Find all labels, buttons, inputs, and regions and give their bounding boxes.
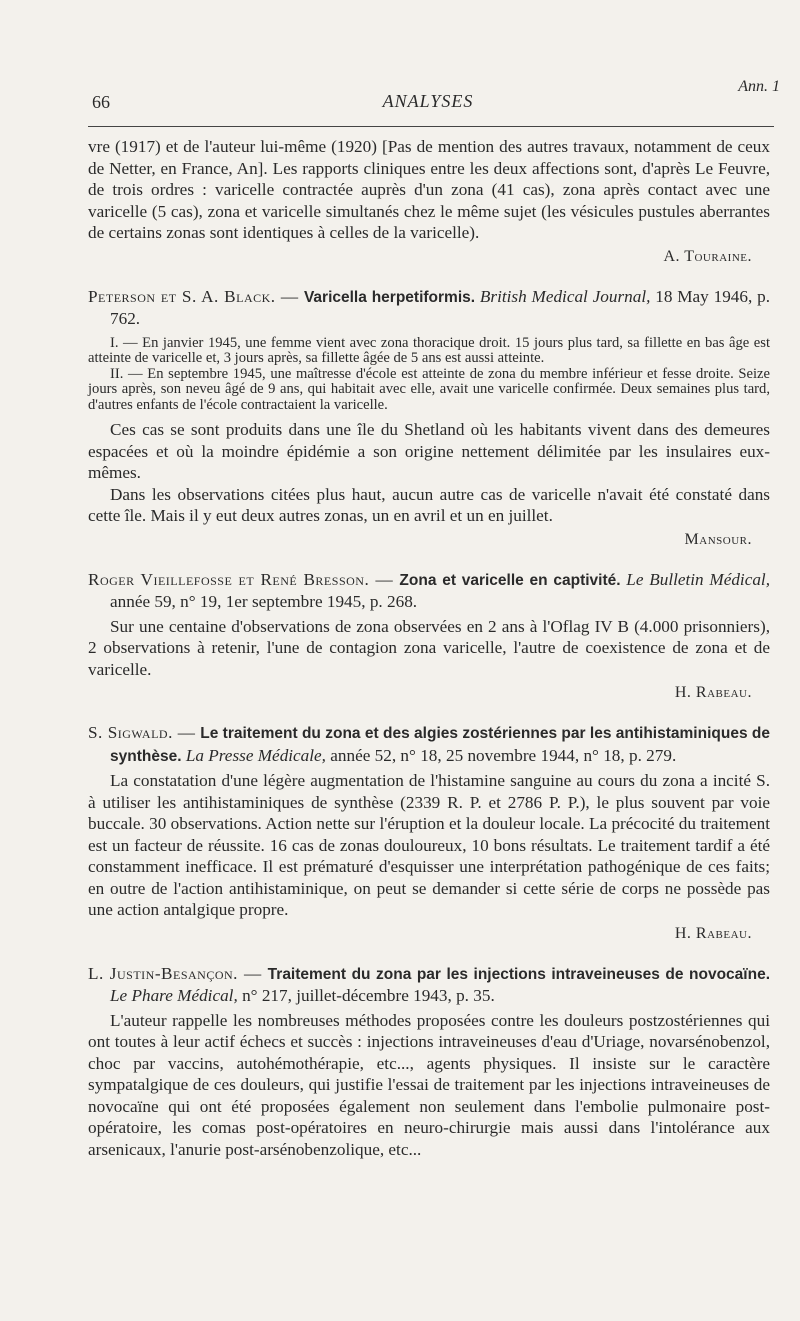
citation: année 59, n° 19, 1er septembre 1945, p. 268. <box>110 592 418 612</box>
header-rule <box>88 126 774 127</box>
entry-authors: S. Sigwald. — <box>88 723 201 743</box>
signature: H. Rabeau. <box>674 924 752 942</box>
running-title: ANALYSES <box>382 91 474 111</box>
intro-paragraph: vre (1917) et de l'auteur lui-même (1920) [Pas de mention des autres travaux, notamment de ceux de Netter, en France, An]. Les rapports cliniques entre les deux affections sont, d'après Le Feuvre, de trois ordres : varicelle contractée auprès d'un zona (41 cas), zona après contact avec une varicelle (5 cas), zona et varicelle simultanés chez le même sujet (les vésicules pustules aberrantes de certains zonas sont identiques à celles de la varicelle). <box>88 137 770 242</box>
entry-authors: Peterson et S. A. Black. — <box>88 286 304 306</box>
signature: A. Touraine. <box>663 247 752 265</box>
page-number: 66 <box>92 92 110 112</box>
journal-name: Le Phare Médical, <box>110 986 238 1006</box>
entry-heading <box>88 963 770 1007</box>
review-entry <box>88 286 770 549</box>
article-title: Le traitement du zona et des algies zostériennes par les antihistaminiques de synthèse. <box>110 725 770 765</box>
citation: 18 May 1946, p. 762. <box>110 286 770 328</box>
entry-heading <box>88 569 770 613</box>
case-paragraph: II. — En septembre 1945, une maîtresse d'école est atteinte de zona du membre inférieur et fesse droite. Seize jours après, son neveu âgé de 9 ans, qui habitait avec elle, avait une varicelle confirmée. Deux semaines plus tard, d'autres enfants de l'école contractaient la varicelle. <box>88 365 770 413</box>
page-body <box>88 136 770 1160</box>
journal-name: Le Bulletin Médical, <box>620 569 770 589</box>
body-paragraph: Sur une centaine d'observations de zona observées en 2 ans à l'Oflag IV B (4.000 prisonniers), 2 observations à retenir, l'une de contagion zona varicelle, l'autre de coexistence de zona et de varicelle. <box>88 616 770 679</box>
entry-heading <box>88 722 770 767</box>
citation: n° 217, juillet-décembre 1943, p. 35. <box>237 986 495 1006</box>
body-paragraph: Ces cas se sont produits dans une île du Shetland où les habitants vivent dans des demeures espacées et où la moindre épidémie a son origine nettement délimitée par les insulaires eux-mêmes. <box>88 420 770 483</box>
signature: H. Rabeau. <box>674 684 752 702</box>
page-header <box>88 78 780 112</box>
entry-authors: Roger Vieillefosse et René Bresson. — <box>88 569 400 589</box>
margin-annotation: Ann. 1 <box>738 78 780 95</box>
body-paragraph: L'auteur rappelle les nombreuses méthodes proposées contre les douleurs postzostériennes qui ont toutes à leur actif échecs et succès : injections intraveineuses d'eau d'Uriage, novarsénobenzol, choc par vaccins, autohémothérapie, etc..., agents physiques. Il insiste sur le caractère sympatalgique de ces douleurs, qui justifie l'essai de traitement par les injections intraveineuses de novocaïne qui ont été proposées également non seulement dans l'embolie pulmonaire post-opératoire, les comas post-opératoires en neuro-chirurgie mais aussi dans l'intolérance aux arsenicaux, l'anurie post-arsénobenzolique, etc... <box>88 1010 770 1159</box>
body-paragraph: Dans les observations citées plus haut, aucun autre cas de varicelle n'avait été constaté dans cette île. Mais il y eut deux autres zonas, un en avril et un en juillet. <box>88 484 770 526</box>
journal-name: British Medical Journal, <box>475 286 651 306</box>
entry-authors: L. Justin-Besançon. — <box>88 963 268 983</box>
article-title: Zona et varicelle en captivité. <box>399 571 621 589</box>
article-title: Varicella herpetiformis. <box>303 288 476 306</box>
review-entry <box>88 569 770 703</box>
review-entry <box>88 963 770 1161</box>
article-title: Traitement du zona par les injections intraveineuses de novocaïne. <box>267 965 770 983</box>
entry-heading <box>88 286 770 330</box>
case-paragraph: I. — En janvier 1945, une femme vient avec zona thoracique droit. 15 jours plus tard, sa fillette en bas âge est atteinte de varicelle et, 3 jours après, sa fillette âgée de 5 ans est aussi atteinte. <box>88 334 770 367</box>
signature: Mansour. <box>684 530 752 548</box>
review-entry <box>88 722 770 943</box>
body-paragraph: La constatation d'une légère augmentation de l'histamine sanguine au cours du zona a incité S. à utiliser les antihistaminiques de synthèse (2339 R. P. et 2786 P. P.), le plus souvent par voie buccale. 30 observations. Action nette sur l'éruption et la douleur locale. La précocité du traitement est un facteur de réussite. 16 cas de zonas douloureux, 10 bons résultats. Le traitement tardif a été constamment inefficace. Il est prématuré d'esquisser une interprétation pathogénique de ces faits; en outre de l'action antihistaminique, on peut se demander si cette série de corps ne possède pas une action antalgique propre. <box>88 771 770 920</box>
citation: année 52, n° 18, 25 novembre 1944, n° 18, p. 279. <box>325 745 677 765</box>
journal-name: La Presse Médicale, <box>181 745 326 765</box>
